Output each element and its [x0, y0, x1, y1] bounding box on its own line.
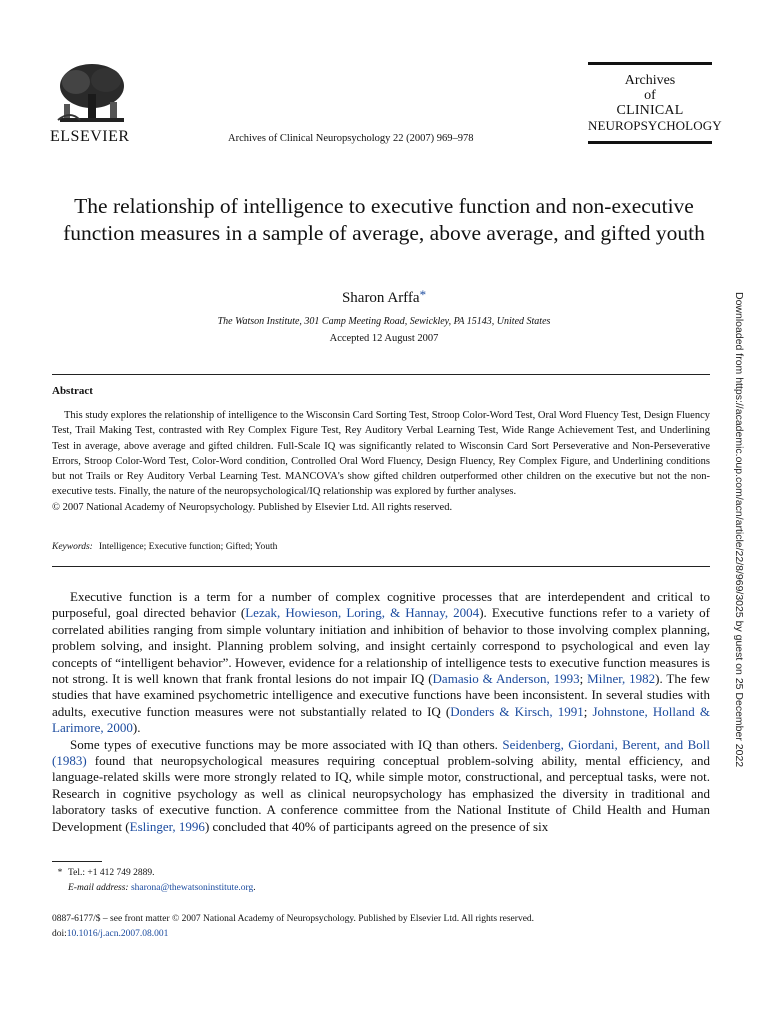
body-text: ) concluded that 40% of participants agreed on the presence of six: [204, 818, 549, 834]
footnote-email-end: .: [253, 883, 256, 893]
accepted-date: Accepted 12 August 2007: [329, 333, 439, 344]
article-body: [52, 589, 710, 835]
publisher-name: ELSEVIER: [50, 128, 130, 145]
body-paragraph-1: [52, 589, 710, 737]
citation-link[interactable]: Milner, 1982: [587, 671, 656, 687]
citation-link[interactable]: Damasio & Anderson, 1993: [432, 671, 580, 687]
keywords-values: Intelligence; Executive function; Gifted; Youth: [98, 542, 278, 552]
body-text: found that neuropsychological measures requiring conceptual problem-solving ability, mental efficiency, and language-related skills were more strongly related to IQ, while simple motor, constructional, and perceptual tasks, were not. Research in cognitive psychology as well as clinical neuropsychology has emphasized the diversity in traditional and laboratory tasks of executive function. A conference committee from the National Institute of Child Health and Human Development (: [52, 753, 710, 834]
keywords: [52, 542, 277, 552]
citation-link[interactable]: Donders & Kirsch, 1991: [450, 703, 584, 719]
abstract-body: [52, 408, 710, 515]
footnote-mark: *: [57, 868, 63, 878]
keywords-label: Keywords:: [52, 542, 93, 552]
journal-masthead: [588, 62, 722, 144]
citation-link[interactable]: Johnstone, Holland & Larimore, 2000: [52, 703, 710, 736]
author-name: Sharon Arffa: [341, 290, 420, 306]
article-title: The relationship of intelligence to executive function and non-executive function measures in a sample of average, above average, and gifted youth: [63, 194, 705, 245]
footnote-email-label: E-mail address:: [68, 883, 129, 893]
citation-link[interactable]: Seidenberg, Giordani, Berent, and Boll (1983): [52, 736, 710, 769]
abstract-heading: Abstract: [52, 385, 93, 397]
author-footnote-link[interactable]: *: [419, 287, 427, 302]
author-line: [0, 287, 768, 307]
body-text: ). Executive functions refer to a variety of correlated abilities ranging from simple voluntary initiation and inhibition of behavior to those involving complex planning, problem solving, and insight. Planning problem solving, and insight certainly correspond to psychological and even lay concepts of “intelligent behavior”. However, evidence for a relationship of intelligence tests to executive function measures is not strong. It is well known that frank frontal lesions do not impair IQ (: [52, 605, 711, 687]
abstract-bottom-rule: [52, 566, 710, 567]
body-text: ).: [132, 720, 141, 736]
abstract-copyright: © 2007 National Academy of Neuropsychology. Published by Elsevier Ltd. All rights reserved.: [52, 501, 453, 513]
author-affiliation: The Watson Institute, 301 Camp Meeting Road, Sewickley, PA 15143, United States: [217, 316, 551, 327]
journal-reference: Archives of Clinical Neuropsychology 22 (2007) 969–978: [228, 133, 474, 144]
author-footnote: [52, 866, 256, 896]
abstract-top-rule: [52, 374, 710, 375]
footnote-tel: Tel.: +1 412 749 2889.: [68, 868, 155, 878]
body-text: ;: [583, 703, 593, 719]
body-paragraph-2: [52, 737, 710, 835]
masthead-line-4: NEUROPSYCHOLOGY: [588, 118, 722, 133]
abstract-text: This study explores the relationship of intelligence to the Wisconsin Card Sorting Test, Stroop Color-Word Test, Oral Word Fluency Test, Design Fluency Test, Trail Making Test, contrasted with Rey Complex Figure Test, Rey Auditory Verbal Learning Test, Wide Range Achievement Test, and Underlining Test in average, above average and gifted children. Full-Scale IQ was significantly related to Wisconsin Card Sort Perseverative and Non-Perseverative Errors, Stroop Color-Word Test, Color-Word condition, Controlled Oral Word Fluency, Design Fluency, Rey Complex Figure, and Underlining conditions but not Trails or Rey Auditory Verbal Learning Test. MANCOVA's show gifted children outperformed other children on the executive but not the non-executive tests. Finally, the nature of the neuropsychological/IQ relationship was explored by further analyses.: [52, 410, 710, 498]
masthead-line-2: of: [644, 88, 656, 103]
body-text: Executive function is a term for a number of complex cognitive processes that are interdependent and critical to purposeful, goal directed behavior (: [52, 589, 710, 621]
footnote-rule: [52, 861, 102, 862]
author-email-link[interactable]: sharona@thewatsoninstitute.org: [130, 883, 254, 893]
citation-link[interactable]: Lezak, Howieson, Loring, & Hannay, 2004: [245, 605, 480, 621]
body-text: ;: [579, 671, 588, 687]
masthead-line-3: CLINICAL: [616, 103, 684, 118]
body-text: Some types of executive functions may be more associated with IQ than others.: [70, 736, 503, 752]
front-matter: [52, 912, 534, 942]
doi-label: doi:: [52, 929, 67, 939]
download-watermark: Downloaded from https://academic.oup.com/acn/article/22/8/969/3025 by guest on 25 December 2022: [733, 292, 745, 768]
citation-link[interactable]: Eslinger, 1996: [129, 818, 205, 834]
issn-line: 0887-6177/$ – see front matter © 2007 National Academy of Neuropsychology. Published by Elsevier Ltd. All rights reserved.: [52, 914, 535, 924]
body-text: ). The few studies that have examined psychometric intelligence and executive functions have been inconsistent. In several studies with adults, executive function measures were not substantially related to IQ (: [52, 671, 711, 719]
doi-link[interactable]: 10.1016/j.acn.2007.08.001: [66, 929, 169, 939]
masthead-line-1: Archives: [624, 73, 676, 88]
